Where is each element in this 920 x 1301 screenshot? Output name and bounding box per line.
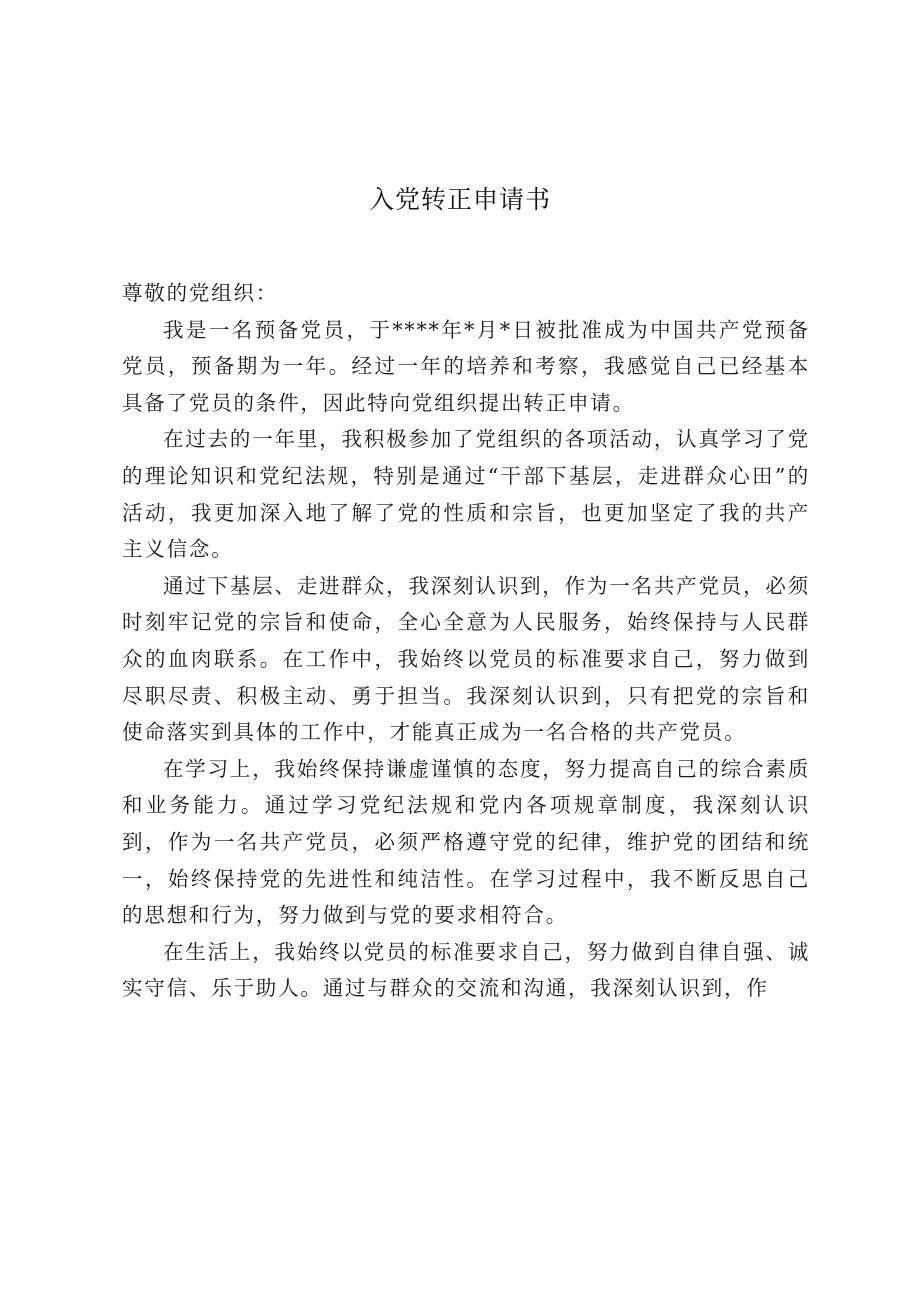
paragraph: 在生活上，我始终以党员的标准要求自己，努力做到自律自强、诚实守信、乐于助人。通过与群众的交流和沟通，我深刻认识到，作 (122, 939, 810, 1001)
paragraph: 在过去的一年里，我积极参加了党组织的各项活动，认真学习了党的理论知识和党纪法规，特别是通过“干部下基层，走进群众心田”的活动，我更加深入地了解了党的性质和宗旨，也更加坚定了我的共产主义信念。 (122, 427, 810, 562)
paragraph: 我是一名预备党员，于****年*月*日被批准成为中国共产党预备党员，预备期为一年。经过一年的培养和考察，我感觉自己已经基本具备了党员的条件，因此特向党组织提出转正申请。 (122, 317, 810, 415)
salutation: 尊敬的党组织： (122, 281, 279, 305)
document-title: 入党转正申请书 (368, 185, 551, 214)
paragraph: 在学习上，我始终保持谦虚谨慎的态度，努力提高自己的综合素质和业务能力。通过学习党纪法规和党内各项规章制度，我深刻认识到，作为一名共产党员，必须严格遵守党的纪律，维护党的团结和统一，始终保持党的先进性和纯洁性。在学习过程中，我不断反思自己的思想和行为，努力做到与党的要求相符合。 (122, 756, 810, 928)
document-body (122, 275, 810, 1007)
paragraph: 通过下基层、走进群众，我深刻认识到，作为一名共产党员，必须时刻牢记党的宗旨和使命，全心全意为人民服务，始终保持与人民群众的血肉联系。在工作中，我始终以党员的标准要求自己，努力做到尽职尽责、积极主动、勇于担当。我深刻认识到，只有把党的宗旨和使命落实到具体的工作中，才能真正成为一名合格的共产党员。 (122, 573, 810, 745)
